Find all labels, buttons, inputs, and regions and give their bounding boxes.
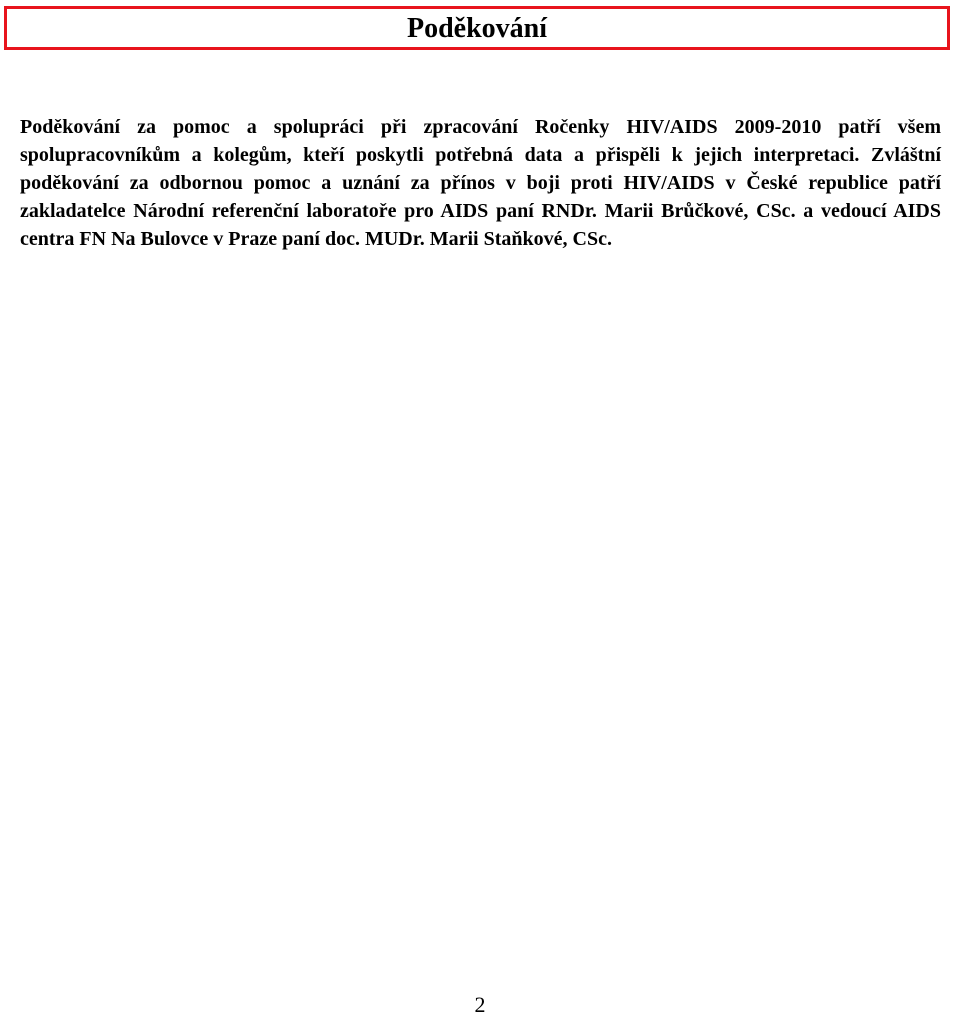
acknowledgement-paragraph: Poděkování za pomoc a spolupráci při zpracování Ročenky HIV/AIDS 2009-2010 patří všem spolupracovníkům a kolegům, kteří poskytli potřebná data a přispěli k jejich interpretaci. Zvláštní poděkování za odbornou pomoc a uznání za přínos v boji proti HIV/AIDS v České republice patří zakladatelce Národní referenční laboratoře pro AIDS paní RNDr. Marii Brůčkové, CSc. a vedoucí AIDS centra FN Na Bulovce v Praze paní doc. MUDr. Marii Staňkové, CSc. — [20, 116, 941, 250]
page-title-box — [4, 6, 950, 50]
page-number: 2 — [474, 992, 486, 1017]
page-title: Poděkování — [406, 13, 548, 44]
